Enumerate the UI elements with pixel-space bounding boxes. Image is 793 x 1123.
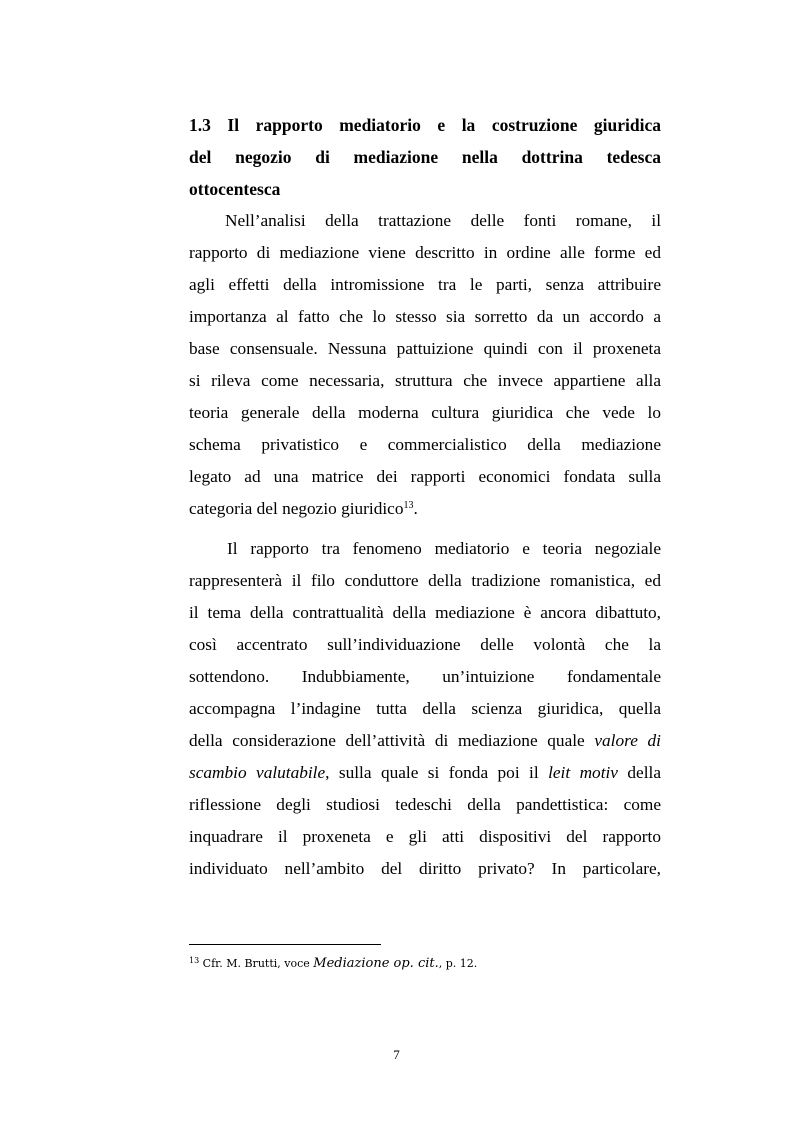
footnote-separator: [189, 944, 381, 945]
footnote-text-after: , p. 12.: [438, 957, 478, 970]
paragraph-2-line-2: rappresenterà il filo conduttore della tradizione romanistica, ed: [189, 571, 661, 590]
paragraph-1-line-7: teoria generale della moderna cultura giuridica che vede lo: [189, 403, 661, 422]
paragraph-2-line-8: [189, 757, 661, 789]
footnote-reference: 13: [403, 500, 414, 511]
italic-term-valore: valore di: [594, 731, 661, 750]
section-heading-line-2: del negozio di mediazione nella dottrina tedesca: [189, 147, 661, 167]
paragraph-1-line-1: Nell’analisi della trattazione delle fonti romane, il: [225, 211, 661, 230]
footnote-text-before: Cfr. M. Brutti, voce: [199, 957, 314, 970]
section-heading-line-3: ottocentesca: [189, 179, 281, 199]
paragraph-2-line-4: così accentrato sull’individuazione delle volontà che la: [189, 635, 661, 654]
paragraph-2-line-8-end: della: [617, 763, 661, 782]
paragraph-1-line-10: [189, 493, 661, 525]
italic-term-scambio: scambio valutabile: [189, 763, 326, 782]
paragraph-1-line-6: si rileva come necessaria, struttura che invece appartiene alla: [189, 371, 661, 390]
paragraph-2-line-9: riflessione degli studiosi tedeschi della pandettistica: come: [189, 795, 661, 814]
paragraph-2-line-6: accompagna l’indagine tutta della scienza giuridica, quella: [189, 699, 661, 718]
paragraph-spacer: [189, 525, 661, 533]
paragraph-1-line-9: legato ad una matrice dei rapporti economici fondata sulla: [189, 467, 661, 486]
page-number: 7: [393, 1047, 400, 1062]
body-text: [189, 109, 661, 885]
paragraph-2-line-11: individuato nell’ambito del diritto privato? In particolare,: [189, 859, 661, 878]
paragraph-1-line-3: agli effetti della intromissione tra le parti, senza attribuire: [189, 275, 661, 294]
paragraph-1-line-2: rapporto di mediazione viene descritto in ordine alle forme ed: [189, 243, 661, 262]
paragraph-2-line-3: il tema della contrattualità della mediazione è ancora dibattuto,: [189, 603, 661, 622]
paragraph-1-line-4: importanza al fatto che lo stesso sia sorretto da un accordo a: [189, 307, 661, 326]
paragraph-2-line-10: inquadrare il proxeneta e gli atti dispositivi del rapporto: [189, 827, 661, 846]
paragraph-2-line-5: sottendono. Indubbiamente, un’intuizione fondamentale: [189, 667, 661, 686]
paragraph-2-line-7: [189, 725, 661, 757]
section-heading-line-1: 1.3 Il rapporto mediatorio e la costruzione giuridica: [189, 115, 661, 135]
paragraph-2-line-8-mid: , sulla quale si fonda poi il: [325, 763, 549, 782]
italic-term-leit-motiv: leit motiv: [548, 763, 618, 782]
paragraph-1-line-5: base consensuale. Nessuna pattuizione quindi con il proxeneta: [189, 339, 661, 358]
paragraph-2-line-7-text: della considerazione dell’attività di mediazione quale: [189, 731, 595, 750]
footnote-number: 13: [189, 956, 200, 965]
paragraph-1-line-8: schema privatistico e commercialistico della mediazione: [189, 435, 661, 454]
footnote: [189, 956, 477, 972]
paragraph-1-last-punct: .: [413, 499, 418, 518]
paragraph-1-last-text: categoria del negozio giuridico: [189, 499, 404, 518]
paragraph-2-line-1: Il rapporto tra fenomeno mediatorio e teoria negoziale: [227, 539, 661, 558]
footnote-italic-title: Mediazione op. cit.: [313, 956, 439, 971]
